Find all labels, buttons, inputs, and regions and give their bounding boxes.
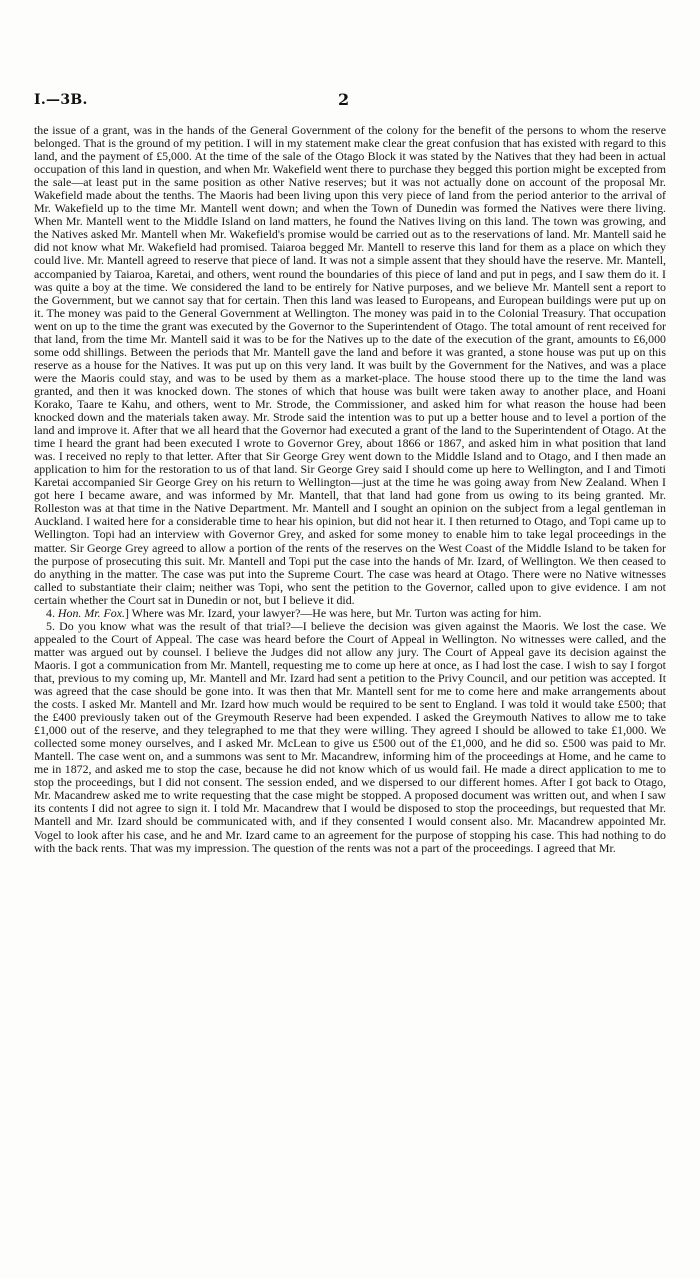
- page-number: 2: [338, 90, 350, 109]
- question-text: Do you know what was the result of that trial?—I believe the decision was given against the Maoris. We lost the case. We appealed to the Court of Appeal. The case was heard before the Court of Appeal in Wellington. No witnesses were called, and the matter was argued out by counsel. I believe the Judges did not allow any jury. The Court of Appeal gave its decision against the Maoris. I got a communication from Mr. Mantell, requesting me to come up here at once, as I had lost the case. I wish to say I forgot that, previous to my coming up, Mr. Mantell and Mr. Izard had sent a petition to the Privy Council, and our petition was accepted. It was agreed that the case should be gone into. It was then that Mr. Mantell sent for me to come here and make arrangements about the costs. I asked Mr. Mantell and Mr. Izard how much would be required to be sent to England. I was told it would take £500; that the £400 previously taken out of the Greymouth Reserve had been expended. I asked the Greymouth Natives to allow me to take £1,000 out of the reserve, and they telegraphed to me that they were willing. They agreed I should be allowed to take £1,000. We collected some money ourselves, and I asked Mr. McLean to give us £500 out of the £1,000, and he did so. £500 was paid to Mr. Mantell. The case went on, and a summons was sent to Mr. Macandrew, informing him of the proceedings at Home, and he came to me in 1872, and asked me to stop the case, because he did not know which of us would fail. He made a direct application to me to stop the proceedings, but I did not consent. The session ended, and we dispersed to our different homes. After I got back to Otago, Mr. Macandrew asked me to write requesting that the case might be stopped. A proposed document was written out, and when I saw its contents I did not agree to sign it. I told Mr. Macandrew that I would be disposed to stop the proceedings, but requested that Mr. Mantell and Mr. Izard should be communicated with, and if they consented I would consent also. Mr. Macandrew appointed Mr. Vogel to look after his case, and he and Mr. Izard came to an agreement for the purpose of stopping his case. This had nothing to do with the back rents. That was my impression. The question of the rents was not a part of the proceedings. I agreed that Mr.: [34, 618, 666, 855]
- document-reference: I.—3B.: [34, 92, 88, 108]
- page-header: [34, 92, 666, 114]
- speaker-name: Hon. Mr. Fox.: [57, 605, 125, 620]
- question-number: 4.: [46, 605, 55, 620]
- question-5: [34, 620, 666, 855]
- question-text: ] Where was Mr. Izard, your lawyer?—He was here, but Mr. Turton was acting for him.: [124, 605, 542, 620]
- question-number: 5.: [46, 618, 55, 633]
- paragraph-continuation: the issue of a grant, was in the hands of the General Government of the colony for the benefit of the persons to whom the reserve belonged. That is the ground of my petition. I will in my statement make clear the great confusion that has existed with regard to this land, and the payment of £5,000. At the time of the sale of the Otago Block it was stated by the Natives that they had been in actual occupation of this land in question, and when Mr. Wakefield went there to purchase they begged this portion might be excepted from the sale—at least put in the same position as other Native reserves; but it was not actually done on account of the proposal Mr. Wakefield made about the tenths. The Maoris had been living upon this very piece of land from the period anterior to the arrival of Mr. Wakefield up to the time Mr. Mantell went down; and when the Town of Dunedin was formed the Natives were there living. When Mr. Mantell went to the Middle Island on land matters, he found the Natives living on this land. The town was growing, and the Natives asked Mr. Mantell when Mr. Wakefield's promise would be carried out as to the reservations of land. Mr. Mantell said he did not know what Mr. Wakefield had promised. Taiaroa begged Mr. Mantell to reserve this land for them as a place on which they could live. Mr. Mantell agreed to reserve that piece of land. It was not a simple assent that they should have the reserve. Mr. Mantell, accompanied by Taiaroa, Karetai, and others, went round the boundaries of this piece of land and put in pegs, and I saw them do it. I was quite a boy at the time. We considered the land to be entirely for Native purposes, and we believe Mr. Mantell sent a report to the Government, but we cannot say that for certain. Then this land was leased to Europeans, and European buildings were put up on it. The money was paid to the General Government at Wellington. The money was paid in to the Colonial Treasury. That occupation went on up to the time the grant was executed by the Governor to the Superintendent of Otago. The total amount of rent received for that land, from the time Mr. Mantell said it was to be for the Natives up to the date of the execution of the grant, amounts to £6,000 some odd shillings. Between the periods that Mr. Mantell gave the land and before it was granted, a stone house was put up on this reserve as a house for the Natives. It was put up on this very land. It was built by the Government for the Natives, and was a place were the Maoris could stay, and was to be used by them as a market-place. The house stood there up to the time the land was granted, and then it was knocked down. The stones of which that house was built were taken away to another place, and Hoani Korako, Taare te Kahu, and others, went to Mr. Strode, the Commissioner, and asked him for what reason the house had been knocked down and the materials taken away. Mr. Strode said the intention was to put up a better house and to level a portion of the land and improve it. After that we all heard that the Governor had executed a grant of the land to the Superintendent of Otago. At the time I heard the grant had been executed I wrote to Governor Grey, about 1866 or 1867, and asked him in what position that land was. I received no reply to that letter. After that Sir George Grey went down to the Middle Island and to Otago, and I then made an application to him for the restoration to us of that land. Sir George Grey said I should come up here to Wellington, and I and Timoti Karetai accompanied Sir George Grey on his return to Wellington—just at the time he was going away from New Zealand. When I got here I became aware, and was informed by Mr. Mantell, that that land had gone from us owing to its being granted. Mr. Rolleston was at that time in the Native Department. Mr. Mantell and I sought an opinion on the subject from a legal gentleman in Auckland. I waited here for a considerable time to hear his opinion, but did not hear it. I then returned to Otago, and Topi came up to Wellington. Topi had an interview with Governor Grey, and asked for some money to enable him to take legal proceedings in the matter. Sir George Grey agreed to allow a portion of the rents of the reserves on the West Coast of the Middle Island to be taken for the purpose of prosecuting this suit. Mr. Mantell and Topi put the case into the hands of Mr. Izard, of Wellington. We then ceased to do anything in the matter. The case was put into the Supreme Court. The case was heard at Otago. There were no Native witnesses called to substantiate their claim; neither was Topi, who sent the petition to the Governor, called upon to give evidence. I am not certain whether the Court sat in Dunedin or not, but I believe it did.: [34, 123, 666, 607]
- body-text: [34, 124, 666, 855]
